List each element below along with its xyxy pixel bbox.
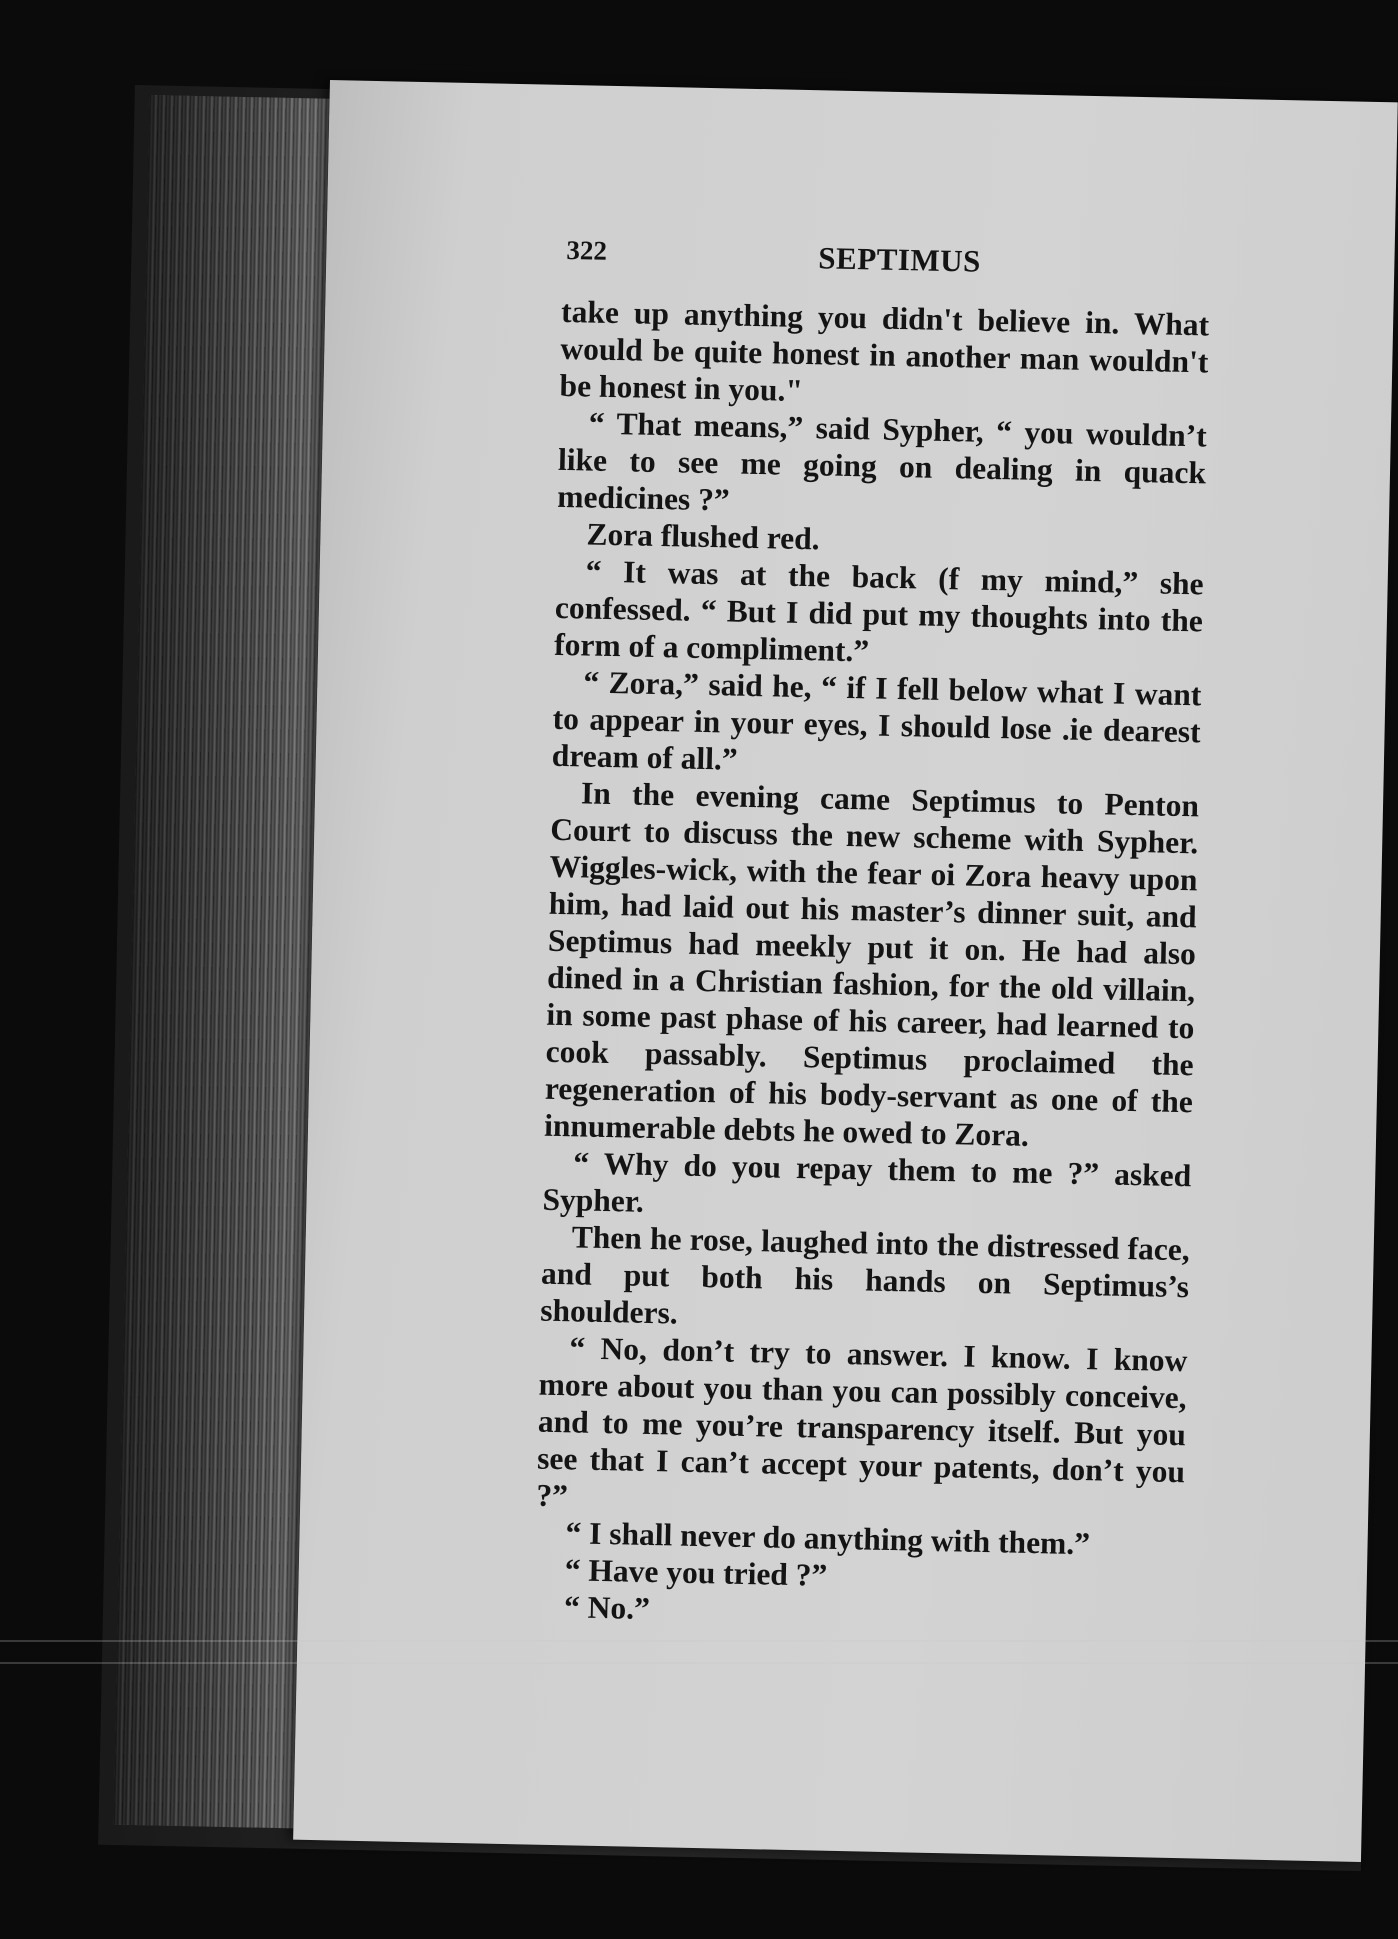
paragraph: “ Have you tried ?”: [564, 1552, 828, 1593]
scan-line-artifact: [0, 1662, 1398, 1664]
page-number: 322: [566, 234, 608, 266]
paragraph: “ I shall never do anything with them.”: [565, 1515, 1091, 1562]
paragraph: In the evening came Septimus to Penton Court to discuss the new scheme with Sypher. Wiggles-wick, with the fear oi Zora heavy upon him, had laid out his master’s dinner suit, and Septimus had meekly put it on. He had also dined in a Christian fashion, for the old villain, in some past phase of his career, had learned to cook passably. Septimus proclaimed the regeneration of his body-servant as one of the innumerable debts he owed to Zora.: [543, 775, 1200, 1153]
paragraph: “ No.”: [563, 1589, 651, 1627]
book-page: [293, 80, 1398, 1862]
running-head: SEPTIMUS: [818, 240, 982, 279]
paragraph: take up anything you didn't believe in. What would be quite honest in another man wouldn't be honest in you.": [559, 293, 1210, 408]
paragraph: “ Zora,” said he, “ if I fell below what I want to appear in your eyes, I should lose .ie dearest dream of all.”: [551, 664, 1202, 777]
paragraph: “ That means,” said Sypher, “ you wouldn’t like to see me going on dealing in quack medicines ?”: [556, 405, 1208, 518]
paragraph: Then he rose, laughed into the distressed face, and put both his hands on Septimus’s shoulders.: [539, 1219, 1191, 1331]
paragraph: “ It was at the back (f my mind,” she confessed. “ But I did put my thoughts into the form of a compliment.”: [553, 553, 1205, 669]
scan-line-artifact: [0, 1640, 1398, 1642]
paragraph: “ No, don’t try to answer. I know. I know more about you than you can possibly conceive, and to me you’re transparency itself. But you see that I can’t accept your patents, don’t you ?”: [536, 1330, 1188, 1514]
paragraph: “ Why do you repay them to me ?” asked Sypher.: [542, 1145, 1192, 1219]
paragraph: Zora flushed red.: [586, 516, 820, 557]
body-text: [534, 293, 1210, 1638]
page-header: [566, 235, 1227, 289]
